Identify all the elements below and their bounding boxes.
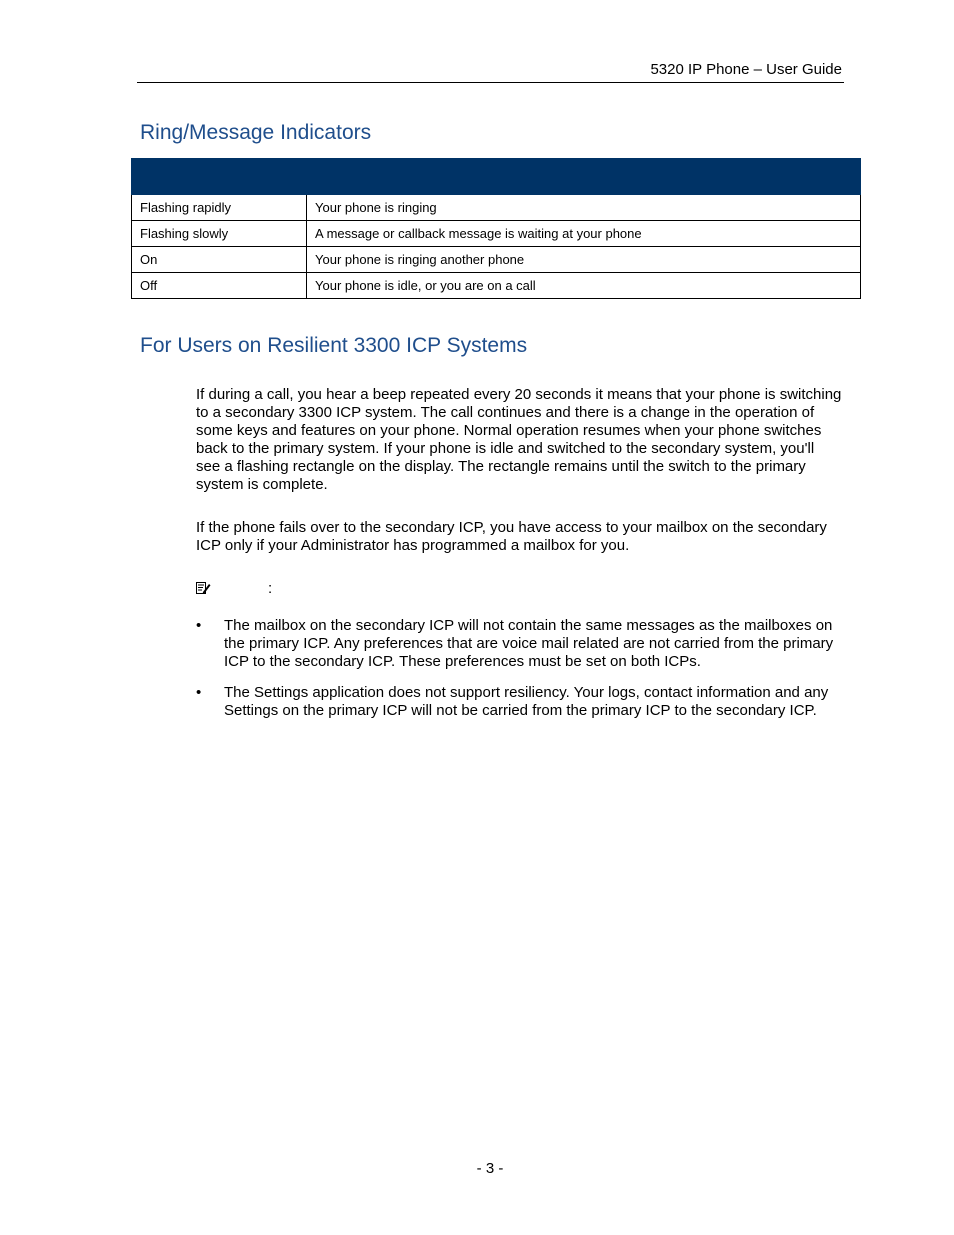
meaning-cell: A message or callback message is waiting at your phone [307, 221, 861, 247]
indicator-table-header-cell [132, 159, 861, 195]
table-row [132, 221, 861, 247]
indicator-table-header [132, 159, 861, 195]
section-heading-resilient-systems: For Users on Resilient 3300 ICP Systems [140, 334, 528, 357]
bullet-icon: • [196, 617, 202, 634]
header-rule [137, 82, 844, 83]
note-label: : [268, 580, 273, 597]
body-paragraph: If during a call, you hear a beep repeated every 20 seconds it means that your phone is switching to a secondary 3300 ICP system. The call continues and there is a change in the operation of some keys and features on your phone. Normal operation resumes when your phone switches back to the primary system. If your phone is idle and switched to the secondary system, you'll see a flashing rectangle on the display. The rectangle remains until the switch to the primary system is complete. [196, 386, 842, 493]
table-row [132, 273, 861, 299]
list-item-text: The mailbox on the secondary ICP will not contain the same messages as the mailboxes on the primary ICP. Any preferences that are voice mail related are not carried from the primary ICP to the secondary ICP. These preferences must be set on both ICPs. [224, 617, 834, 670]
section-heading-ring-indicators: Ring/Message Indicators [140, 121, 372, 144]
meaning-cell: Your phone is ringing another phone [307, 247, 861, 273]
indicator-cell: Flashing rapidly [132, 195, 307, 221]
table-row [132, 195, 861, 221]
body-paragraph: If the phone fails over to the secondary ICP, you have access to your mailbox on the secondary ICP only if your Administrator has programmed a mailbox for you. [196, 519, 827, 554]
meaning-cell: Your phone is idle, or you are on a call [307, 273, 861, 299]
note-pencil-icon [196, 581, 211, 599]
list-item-text: The Settings application does not support resiliency. Your logs, contact information and any Settings on the primary ICP will not be carried from the primary ICP to the secondary ICP. [224, 684, 829, 719]
bullet-list [196, 617, 842, 733]
indicator-cell: Flashing slowly [132, 221, 307, 247]
table-row [132, 247, 861, 273]
indicator-table [131, 158, 861, 299]
page-number: - 3 - [476, 1160, 504, 1177]
list-item [196, 684, 842, 720]
list-item [196, 617, 842, 671]
bullet-icon: • [196, 684, 202, 701]
running-header: 5320 IP Phone – User Guide [650, 61, 842, 78]
meaning-cell: Your phone is ringing [307, 195, 861, 221]
indicator-cell: Off [132, 273, 307, 299]
indicator-cell: On [132, 247, 307, 273]
